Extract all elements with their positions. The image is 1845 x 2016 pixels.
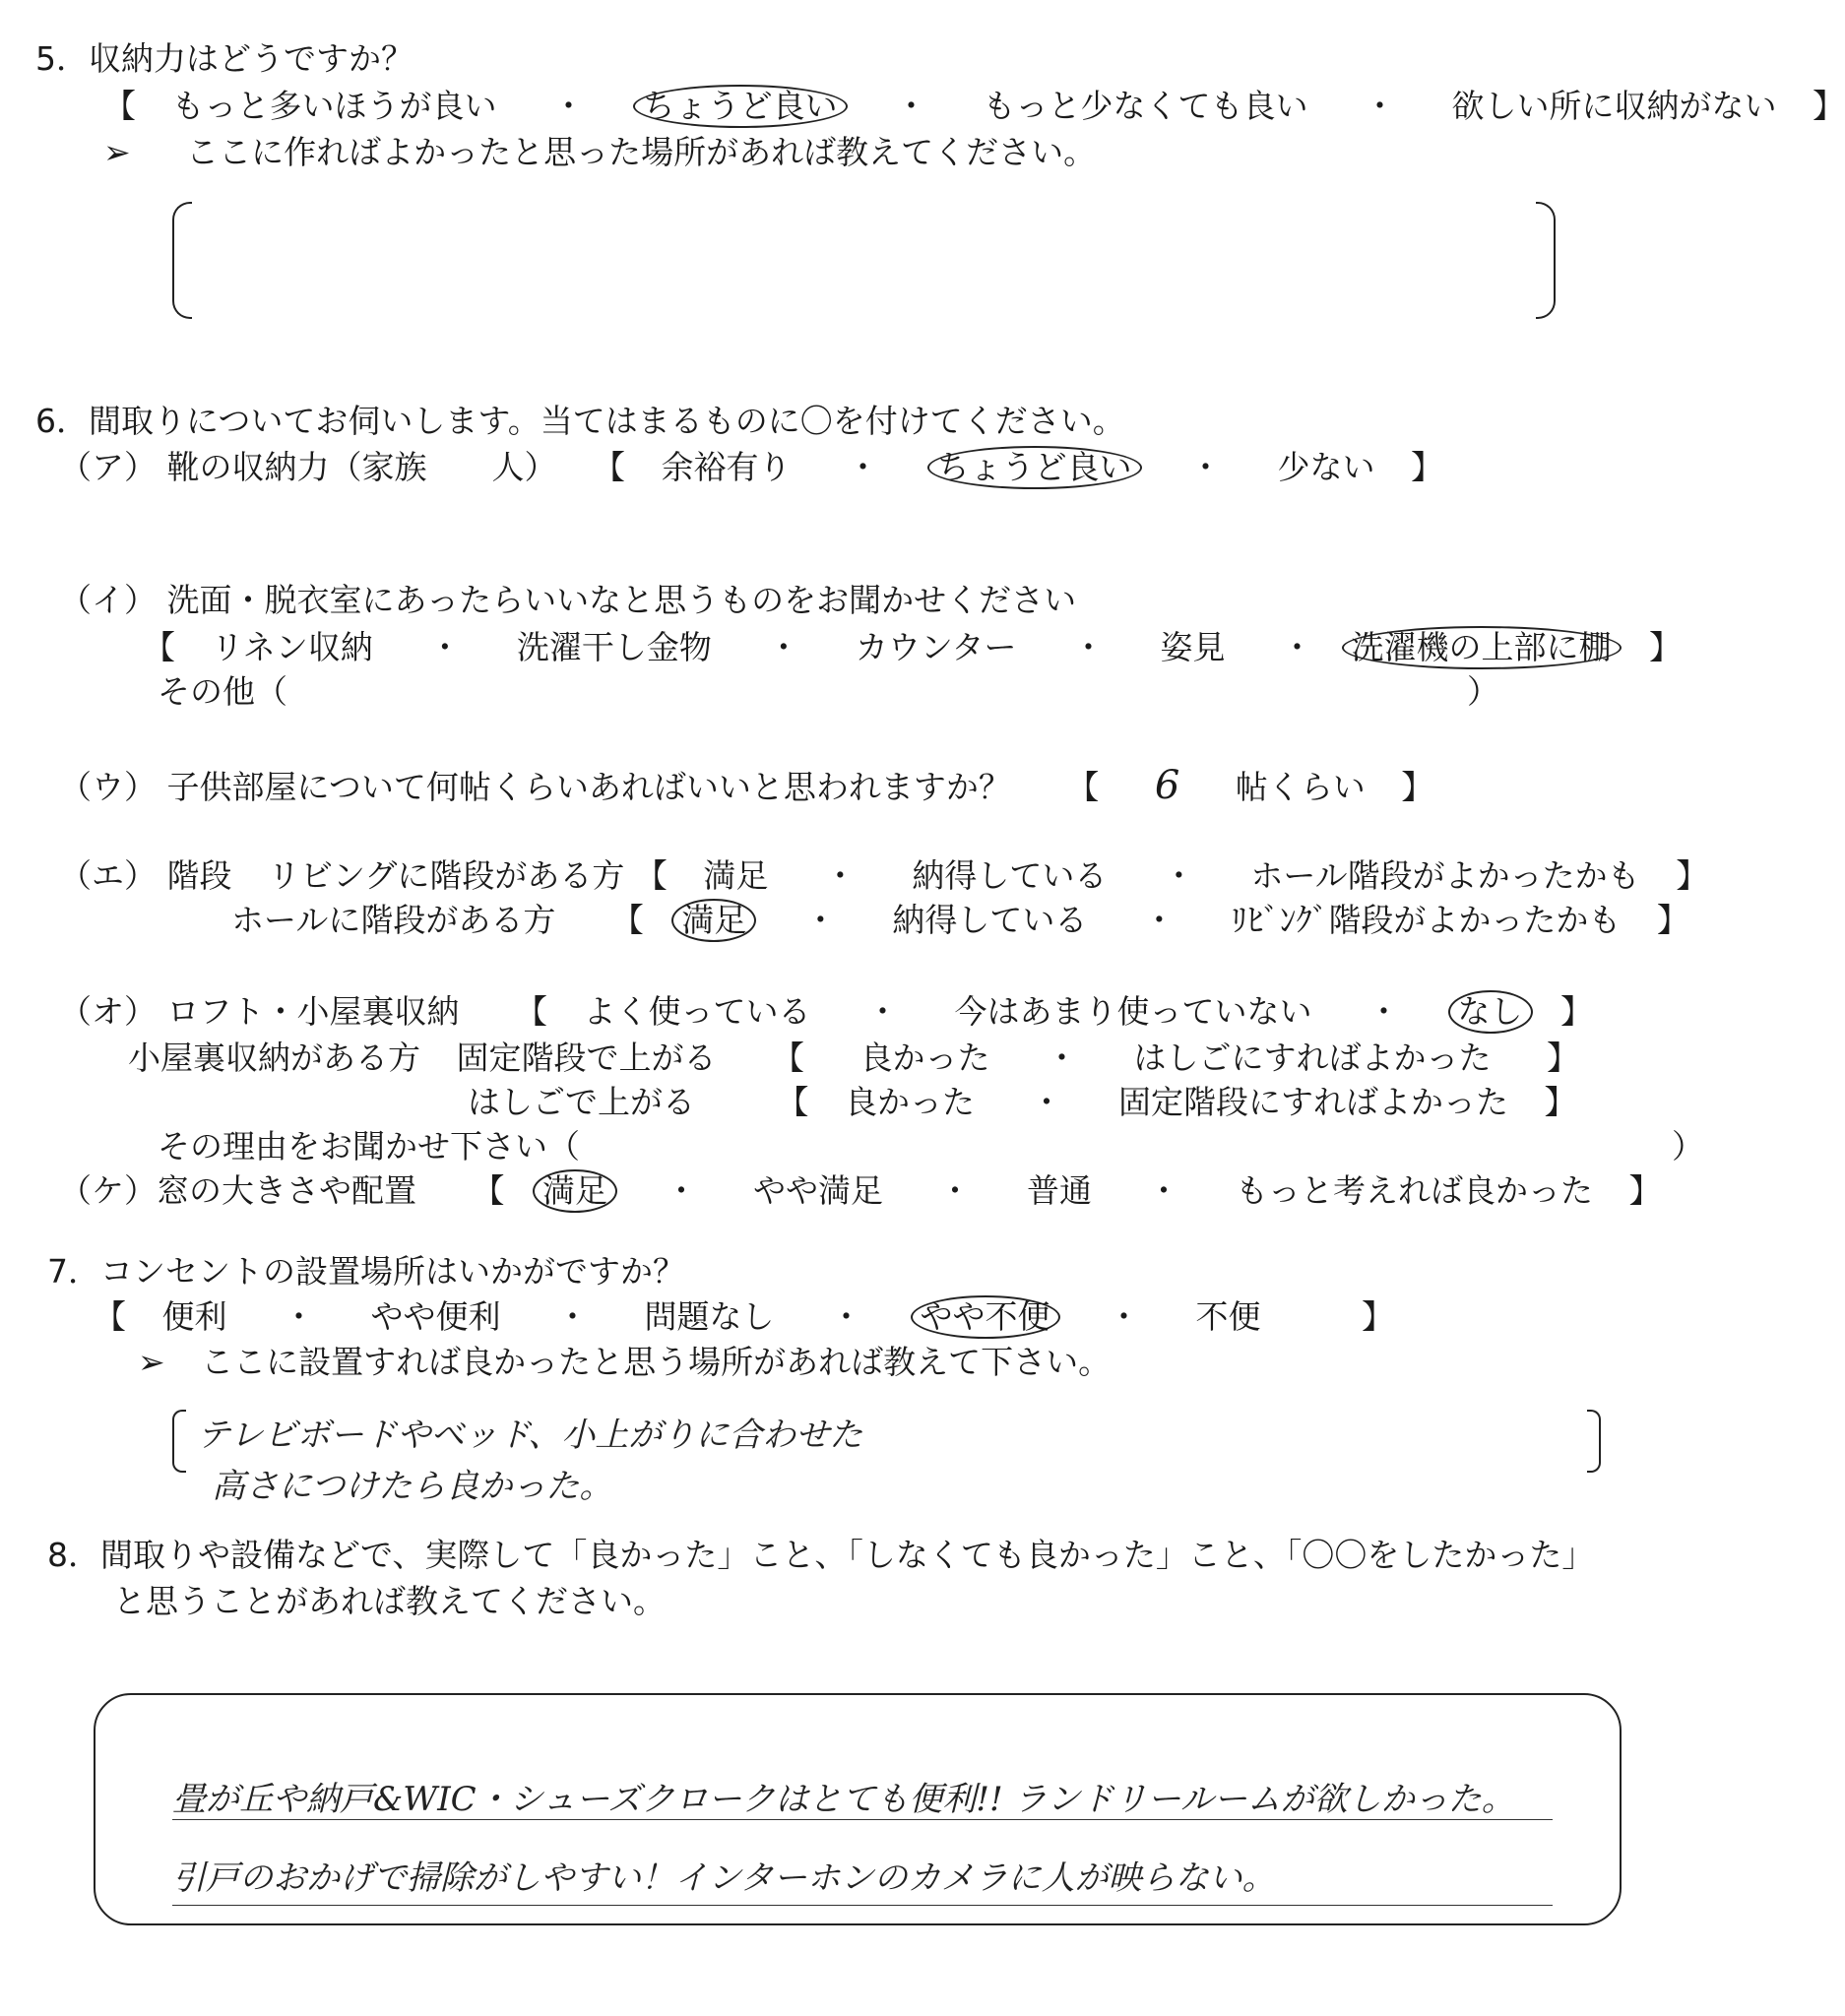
separator: ・	[1142, 901, 1176, 939]
bracket-close: 】	[1560, 992, 1593, 1031]
bracket-open: 【	[593, 448, 625, 486]
separator: ・	[895, 87, 927, 125]
q6-ke-option-4[interactable]: もっと考えれば良かった	[1236, 1171, 1593, 1210]
separator: ・	[1281, 628, 1314, 666]
q6-e-label: （エ）	[59, 856, 157, 895]
q6-e-row1-option-3[interactable]: ホール階段がよかったかも	[1250, 856, 1640, 895]
bracket-open: 【	[143, 628, 175, 666]
q5-option-1[interactable]: もっと多いほうが良い	[171, 87, 497, 125]
bracket-open: 【	[772, 1039, 804, 1077]
q6-o-row3-option-1[interactable]: 良かった	[845, 1083, 975, 1121]
q6-a-row	[59, 448, 1443, 487]
bracket-close: 】	[1362, 1297, 1394, 1336]
separator: ・	[552, 87, 585, 125]
q6-o-text: ロフト・小屋裏収納	[166, 992, 460, 1031]
separator: ・	[283, 1297, 315, 1336]
bracket-close: 】	[1544, 1083, 1577, 1121]
bracket-open: 【	[103, 87, 136, 125]
q6-u-text: 子供部屋について何帖くらいあればいいと思われますか？	[166, 768, 1011, 806]
q6-o-row1	[59, 992, 1593, 1032]
q6-o-label: （オ）	[59, 992, 157, 1031]
q6-e-text: 階段	[166, 856, 232, 895]
q6-a-text: 靴の収納力（家族 人）	[166, 448, 557, 486]
separator: ・	[767, 628, 800, 666]
q5-title: 5．収納力はどうですか？	[35, 39, 414, 78]
q6-o-row3-sub: はしごで上がる	[468, 1083, 695, 1121]
q7-answer-bracket-close	[1587, 1410, 1601, 1473]
q7-option-2[interactable]: やや便利	[370, 1297, 501, 1336]
q6-a-label: （ア）	[59, 448, 157, 486]
q8-handwritten-line-1[interactable]: 畳が丘や納戸&WIC・シューズクロークはとても便利!! ランドリールームが欲しかった。	[172, 1780, 1515, 1819]
q6-o-row2-sub: 固定階段で上がる	[456, 1039, 717, 1077]
q6-o-option-2[interactable]: 今はあまり使っていない	[954, 992, 1312, 1031]
q6-i-option-1[interactable]: リネン収納	[211, 628, 373, 666]
separator: ・	[556, 1297, 589, 1336]
arrow-icon: ➢	[103, 133, 131, 171]
bracket-close: 】	[1411, 448, 1443, 486]
q7-option-5[interactable]: 不便	[1195, 1297, 1261, 1336]
bracket-open: 【	[1066, 768, 1100, 806]
q7-option-4-circled[interactable]: やや不便	[911, 1295, 1060, 1339]
q6-u-unit: 帖くらい	[1235, 768, 1366, 806]
q5-option-2-circled[interactable]: ちょうど良い	[633, 85, 848, 128]
q7-options	[94, 1297, 1394, 1337]
separator: ・	[1368, 992, 1400, 1031]
q6-e-row2-label: ホールに階段がある方	[231, 901, 556, 939]
q6-i-option-4[interactable]: 姿見	[1160, 628, 1226, 666]
q6-title: 6．間取りについてお伺いします。当てはまるものに〇を付けてください。	[35, 402, 1125, 440]
q6-i-other-close: ）	[1467, 672, 1499, 711]
bracket-open: 【	[634, 856, 668, 895]
separator: ・	[1189, 448, 1222, 486]
q7-sub	[138, 1343, 1111, 1382]
q7-title: 7．コンセントの設置場所はいかがですか？	[47, 1252, 685, 1291]
bracket-open: 【	[610, 901, 644, 939]
q6-i-options	[143, 628, 1682, 667]
q6-ke-option-2[interactable]: やや満足	[753, 1171, 883, 1210]
q7-handwritten-line-2[interactable]: 高さにつけたら良かった。	[212, 1467, 613, 1506]
bracket-open: 【	[776, 1083, 809, 1121]
q6-e-row1-option-2[interactable]: 納得している	[912, 856, 1108, 895]
q8-title-2: と思うことがあれば教えてください。	[113, 1582, 666, 1620]
bracket-close: 】	[1628, 1171, 1662, 1210]
q6-i-option-3[interactable]: カウンター	[855, 628, 1017, 666]
q6-e-row2-option-3[interactable]: ﾘﾋﾞﾝｸﾞ階段がよかったかも	[1231, 901, 1622, 939]
separator: ・	[1162, 856, 1195, 895]
q8-underline-2	[172, 1905, 1553, 1906]
bracket-open: 【	[515, 992, 547, 1031]
q6-a-option-3[interactable]: 少ない	[1277, 448, 1375, 486]
q6-i-row	[59, 581, 1076, 620]
q5-option-4[interactable]: 欲しい所に収納がない	[1451, 87, 1777, 125]
separator: ・	[1046, 1039, 1078, 1077]
q8-title: 8．間取りや設備などで、実際して「良かった」こと、「しなくても良かった」こと、「〇〇をしたかった」	[47, 1536, 1595, 1574]
q8-handwritten-line-2[interactable]: 引戸のおかげで掃除がしやすい！インターホンのカメラに人が映らない。	[172, 1858, 1276, 1898]
q6-ke-text: 窓の大きさや配置	[157, 1171, 416, 1210]
q6-o-row3-option-2[interactable]: 固定階段にすればよかった	[1118, 1083, 1508, 1121]
q6-o-reason-close: ）	[1672, 1127, 1704, 1166]
separator: ・	[1147, 1171, 1180, 1210]
q6-ke-option-3[interactable]: 普通	[1027, 1171, 1092, 1210]
bracket-close: 】	[1401, 768, 1434, 806]
q7-option-3[interactable]: 問題なし	[644, 1297, 775, 1336]
q6-o-row2-label: 小屋裏収納がある方	[128, 1039, 420, 1077]
q6-a-option-2-circled[interactable]: ちょうど良い	[927, 446, 1142, 489]
bracket-close: 】	[1656, 901, 1689, 939]
q7-handwritten-line-1[interactable]: テレビボードやベッド、小上がりに合わせた	[197, 1416, 863, 1455]
q6-o-row2-option-2[interactable]: はしごにすればよかった	[1133, 1039, 1492, 1077]
bracket-close: 】	[1813, 87, 1845, 125]
q6-u-row	[59, 763, 1434, 808]
separator: ・	[428, 628, 462, 666]
q6-u-label: （ウ）	[59, 768, 157, 806]
bracket-close: 】	[1676, 856, 1709, 895]
q6-o-row3	[468, 1083, 1577, 1122]
separator: ・	[830, 1297, 862, 1336]
separator: ・	[1108, 1297, 1140, 1336]
bracket-open: 【	[472, 1171, 505, 1210]
q6-o-option-1[interactable]: よく使っている	[583, 992, 811, 1031]
separator: ・	[665, 1171, 698, 1210]
q6-e-row1-option-1[interactable]: 満足	[703, 856, 769, 895]
q7-option-1[interactable]: 便利	[161, 1297, 227, 1336]
bracket-open: 【	[94, 1297, 126, 1336]
separator: ・	[847, 448, 879, 486]
q6-ke-row	[59, 1171, 1662, 1211]
q6-i-label: （イ）	[59, 581, 157, 619]
q6-i-other: その他（	[158, 672, 287, 711]
arrow-icon: ➢	[138, 1343, 165, 1381]
q6-ke-label: （ケ）	[59, 1171, 157, 1210]
q6-e-row2-option-2[interactable]: 納得している	[892, 901, 1088, 939]
separator: ・	[938, 1171, 972, 1210]
q5-option-3[interactable]: もっと少なくても良い	[983, 87, 1308, 125]
q6-a-option-1[interactable]: 余裕有り	[661, 448, 792, 486]
q7-answer-bracket-open	[172, 1410, 186, 1473]
bracket-close: 】	[1649, 628, 1683, 666]
q6-e-row2	[231, 901, 1689, 940]
q6-i-option-2[interactable]: 洗濯干し金物	[516, 628, 712, 666]
q5-options	[103, 87, 1845, 126]
q5-answer-bracket-close	[1536, 202, 1556, 319]
bracket-close: 】	[1547, 1039, 1579, 1077]
q7-sub-text: ここに設置すれば良かったと思う場所があれば教えて下さい。	[201, 1343, 1112, 1381]
q6-ke-option-1-circled[interactable]: 満足	[533, 1169, 617, 1213]
q6-o-row2-option-1[interactable]: 良かった	[859, 1039, 990, 1077]
q5-sub	[103, 133, 1096, 172]
q8-underline-1	[172, 1819, 1553, 1820]
q6-u-handwritten-answer[interactable]: 6	[1154, 763, 1180, 808]
q6-o-reason: その理由をお聞かせ下さい（	[158, 1127, 580, 1166]
q6-e-row1-label: リビングに階段がある方	[268, 856, 625, 895]
separator: ・	[823, 856, 857, 895]
separator: ・	[866, 992, 899, 1031]
q5-answer-bracket-open	[172, 202, 192, 319]
separator: ・	[1030, 1083, 1063, 1121]
q6-i-text: 洗面・脱衣室にあったらいいなと思うものをお聞かせください	[166, 581, 1077, 619]
q6-e-row1	[59, 856, 1708, 896]
q6-o-option-3-circled[interactable]: なし	[1448, 990, 1533, 1034]
separator: ・	[1364, 87, 1396, 125]
q6-i-option-5-circled[interactable]: 洗濯機の上部に棚	[1342, 626, 1622, 669]
q6-o-row2	[128, 1039, 1579, 1078]
separator: ・	[1072, 628, 1106, 666]
q6-e-row2-option-1-circled[interactable]: 満足	[671, 899, 756, 942]
q5-sub-text: ここに作ればよかったと思った場所があれば教えてください。	[186, 133, 1097, 171]
separator: ・	[803, 901, 837, 939]
